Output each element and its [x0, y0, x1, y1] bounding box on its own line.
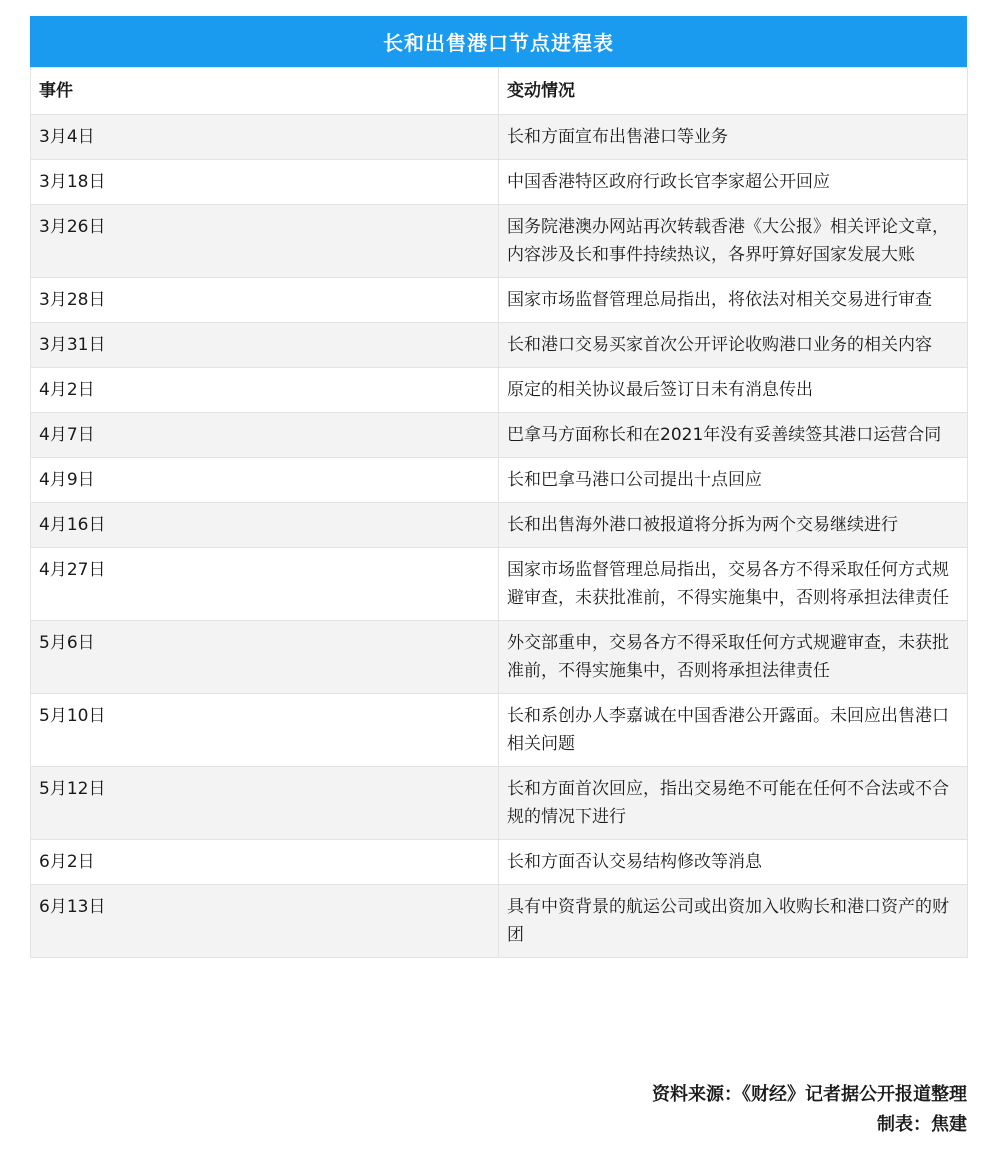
- row-event-cell: 长和方面宣布出售港口等业务: [499, 115, 968, 160]
- row-event-cell: 长和方面首次回应，指出交易绝不可能在任何不合法或不合规的情况下进行: [499, 767, 968, 840]
- row-event-cell: 国家市场监督管理总局指出，交易各方不得采取任何方式规避审查，未获批准前，不得实施集中，否则将承担法律责任: [499, 548, 968, 621]
- table-footer: [652, 1080, 967, 1140]
- table-title: 长和出售港口节点进程表: [30, 16, 967, 67]
- row-event-cell: 长和系创办人李嘉诚在中国香港公开露面。未回应出售港口相关问题: [499, 694, 968, 767]
- row-event-cell: 中国香港特区政府行政长官李家超公开回应: [499, 160, 968, 205]
- source-credit: 资料来源：《财经》记者据公开报道整理: [652, 1084, 967, 1105]
- row-date-cell: 3月26日: [31, 205, 499, 278]
- row-date-cell: 3月31日: [31, 323, 499, 368]
- row-date-cell: 3月28日: [31, 278, 499, 323]
- maker-credit: 制表：焦建: [877, 1114, 967, 1135]
- table-header-row: [31, 68, 968, 115]
- table-row: [31, 503, 968, 548]
- row-date-cell: 3月4日: [31, 115, 499, 160]
- row-event-cell: 原定的相关协议最后签订日未有消息传出: [499, 368, 968, 413]
- row-event-cell: 巴拿马方面称长和在2021年没有妥善续签其港口运营合同: [499, 413, 968, 458]
- row-date-cell: 5月12日: [31, 767, 499, 840]
- row-event-cell: 长和方面否认交易结构修改等消息: [499, 840, 968, 885]
- row-date-cell: 6月2日: [31, 840, 499, 885]
- row-event-cell: 长和港口交易买家首次公开评论收购港口业务的相关内容: [499, 323, 968, 368]
- row-date-cell: 4月7日: [31, 413, 499, 458]
- table-row: [31, 621, 968, 694]
- table-row: [31, 694, 968, 767]
- timeline-table: [30, 67, 968, 958]
- table-row: [31, 278, 968, 323]
- table-row: [31, 413, 968, 458]
- row-date-cell: 4月9日: [31, 458, 499, 503]
- row-date-cell: 5月10日: [31, 694, 499, 767]
- row-event-cell: 国家市场监督管理总局指出，将依法对相关交易进行审查: [499, 278, 968, 323]
- table-row: [31, 160, 968, 205]
- table-row: [31, 840, 968, 885]
- column-header-event: 变动情况: [499, 68, 968, 115]
- row-date-cell: 6月13日: [31, 885, 499, 958]
- table-body: [31, 115, 968, 958]
- table-row: [31, 767, 968, 840]
- row-event-cell: 国务院港澳办网站再次转载香港《大公报》相关评论文章，内容涉及长和事件持续热议，各界吁算好国家发展大账: [499, 205, 968, 278]
- row-event-cell: 长和出售海外港口被报道将分拆为两个交易继续进行: [499, 503, 968, 548]
- table-row: [31, 115, 968, 160]
- table-row: [31, 885, 968, 958]
- table-row: [31, 368, 968, 413]
- row-date-cell: 5月6日: [31, 621, 499, 694]
- table-row: [31, 205, 968, 278]
- row-date-cell: 4月2日: [31, 368, 499, 413]
- row-date-cell: 4月27日: [31, 548, 499, 621]
- column-header-date: 事件: [31, 68, 499, 115]
- row-date-cell: 4月16日: [31, 503, 499, 548]
- row-event-cell: 长和巴拿马港口公司提出十点回应: [499, 458, 968, 503]
- row-event-cell: 外交部重申，交易各方不得采取任何方式规避审查，未获批准前，不得实施集中，否则将承担法律责任: [499, 621, 968, 694]
- table-row: [31, 548, 968, 621]
- table-row: [31, 458, 968, 503]
- row-event-cell: 具有中资背景的航运公司或出资加入收购长和港口资产的财团: [499, 885, 968, 958]
- table-row: [31, 323, 968, 368]
- timeline-table-container: [30, 16, 967, 958]
- row-date-cell: 3月18日: [31, 160, 499, 205]
